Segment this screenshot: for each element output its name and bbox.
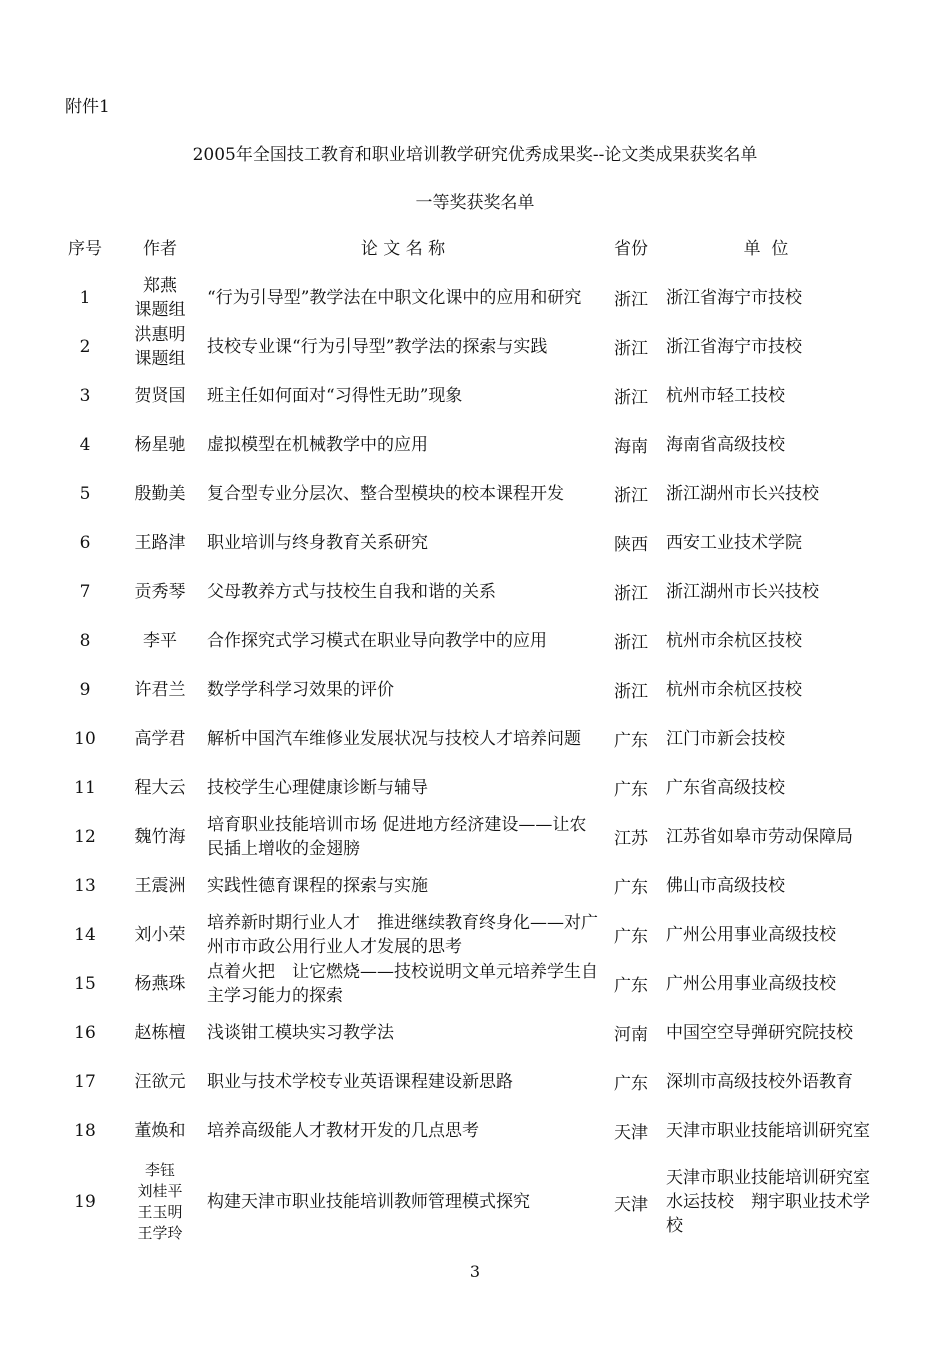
- row-unit-text: 佛山市高级技校: [666, 875, 785, 896]
- row-number-text: 2: [79, 336, 91, 357]
- row-number: [60, 959, 110, 1008]
- row-author: [120, 371, 200, 420]
- row-number: [60, 322, 110, 371]
- row-paper-title-text: 父母教养方式与技校生自我和谐的关系: [207, 581, 496, 602]
- row-author-text: 杨星驰: [134, 434, 186, 455]
- row-number-text: 9: [79, 679, 91, 700]
- row-author: [120, 763, 200, 812]
- row-number: [60, 518, 110, 567]
- document-title: 2005年全国技工教育和职业培训教学研究优秀成果奖--论文类成果获奖名单: [192, 145, 758, 165]
- row-number: [60, 273, 110, 322]
- row-paper-title-text: 浅谈钳工模块实习教学法: [207, 1022, 394, 1043]
- row-author-text: 魏竹海: [134, 826, 186, 847]
- row-province-text: 浙江: [614, 682, 648, 702]
- row-paper-title: [207, 714, 599, 763]
- row-unit: [666, 567, 886, 616]
- row-province: [607, 1057, 655, 1106]
- row-province-text: 广东: [614, 976, 648, 996]
- row-author: [120, 714, 200, 763]
- row-author: [120, 567, 200, 616]
- row-paper-title: [207, 763, 599, 812]
- row-province-text: 广东: [614, 731, 648, 751]
- table-row: [0, 959, 950, 1008]
- row-unit: [666, 1057, 886, 1106]
- row-province: [607, 959, 655, 1008]
- row-province-text: 广东: [614, 927, 648, 947]
- row-paper-title-text: 实践性德育课程的探索与实施: [207, 875, 428, 896]
- row-number: [60, 1008, 110, 1057]
- row-number-text: 4: [79, 434, 91, 455]
- row-unit-text: 广州公用事业高级技校: [666, 973, 836, 994]
- row-unit: [666, 1106, 886, 1155]
- row-unit: [666, 371, 886, 420]
- row-unit: [666, 714, 886, 763]
- row-author: [120, 1008, 200, 1057]
- row-unit: [666, 420, 886, 469]
- row-province-text: 浙江: [614, 339, 648, 359]
- row-paper-title-text: 职业培训与终身教育关系研究: [207, 532, 428, 553]
- row-author-text: 洪惠明 课题组: [134, 324, 186, 369]
- row-province-text: 海南: [614, 437, 648, 457]
- table-row: [0, 322, 950, 371]
- row-paper-title: [207, 812, 599, 861]
- row-number-text: 14: [74, 924, 96, 945]
- row-province-text: 陕西: [614, 535, 648, 555]
- row-author: [120, 1106, 200, 1155]
- row-paper-title: [207, 273, 599, 322]
- row-paper-title: [207, 1155, 599, 1249]
- row-paper-title: [207, 469, 599, 518]
- row-author-text: 贺贤国: [134, 385, 186, 406]
- row-unit: [666, 273, 886, 322]
- table-row: [0, 1106, 950, 1155]
- row-unit: [666, 1008, 886, 1057]
- row-province: [607, 910, 655, 959]
- row-author-text: 王路津: [134, 532, 186, 553]
- row-author-text: 李平: [143, 630, 177, 651]
- row-unit: [666, 518, 886, 567]
- row-unit: [666, 469, 886, 518]
- row-paper-title-text: “行为引导型”教学法在中职文化课中的应用和研究: [207, 287, 582, 308]
- row-unit: [666, 812, 886, 861]
- table-row: [0, 665, 950, 714]
- row-number: [60, 812, 110, 861]
- table-row: [0, 1008, 950, 1057]
- row-number-text: 7: [79, 581, 91, 602]
- row-unit-text: 杭州市余杭区技校: [666, 630, 802, 651]
- row-author: [120, 322, 200, 371]
- row-number: [60, 910, 110, 959]
- row-paper-title: [207, 567, 599, 616]
- row-province-text: 浙江: [614, 584, 648, 604]
- row-author-text: 程大云: [134, 777, 186, 798]
- row-number-text: 3: [79, 385, 91, 406]
- row-paper-title-text: 合作探究式学习模式在职业导向教学中的应用: [207, 630, 547, 651]
- table-row: [0, 273, 950, 322]
- row-paper-title-text: 培养新时期行业人才 推进继续教育终身化——对广州市市政公用行业人才发展的思考: [207, 912, 598, 957]
- header-province: 省份: [614, 239, 648, 259]
- row-province: [607, 273, 655, 322]
- row-number-text: 8: [79, 630, 91, 651]
- row-author-text: 董焕和: [134, 1120, 186, 1141]
- page-number: 3: [469, 1262, 481, 1281]
- row-paper-title: [207, 1008, 599, 1057]
- table-row: [0, 714, 950, 763]
- row-number: [60, 371, 110, 420]
- row-paper-title-text: 点着火把 让它燃烧——技校说明文单元培养学生自主学习能力的探索: [207, 961, 598, 1006]
- table-row: [0, 1057, 950, 1106]
- row-province: [607, 322, 655, 371]
- row-unit-text: 海南省高级技校: [666, 434, 785, 455]
- row-unit: [666, 322, 886, 371]
- row-unit-text: 天津市职业技能培训研究室 水运技校 翔宇职业技术学校: [666, 1168, 887, 1236]
- row-province-text: 浙江: [614, 388, 648, 408]
- row-paper-title: [207, 616, 599, 665]
- row-province: [607, 763, 655, 812]
- document-subtitle: 一等奖获奖名单: [415, 193, 535, 213]
- row-author-text: 高学君: [134, 728, 186, 749]
- row-paper-title-text: 培育职业技能培训市场 促进地方经济建设——让农民插上增收的金翅膀: [207, 814, 587, 859]
- row-author: [120, 1057, 200, 1106]
- attachment-label: 附件1: [65, 97, 110, 117]
- row-number: [60, 861, 110, 910]
- row-paper-title: [207, 861, 599, 910]
- row-number: [60, 1057, 110, 1106]
- row-number: [60, 616, 110, 665]
- row-unit-text: 中国空空导弹研究院技校: [666, 1022, 853, 1043]
- row-paper-title-text: 复合型专业分层次、整合型模块的校本课程开发: [207, 483, 564, 504]
- row-province: [607, 371, 655, 420]
- row-province: [607, 1008, 655, 1057]
- header-no: 序号: [68, 239, 102, 259]
- row-paper-title: [207, 910, 599, 959]
- row-number-text: 6: [79, 532, 91, 553]
- table-row: [0, 420, 950, 469]
- row-province-text: 浙江: [614, 633, 648, 653]
- row-author: [120, 616, 200, 665]
- row-paper-title: [207, 1057, 599, 1106]
- row-unit: [666, 1155, 886, 1249]
- row-unit: [666, 910, 886, 959]
- table-row: [0, 910, 950, 959]
- table-row: [0, 1155, 950, 1249]
- row-author: [120, 1155, 200, 1249]
- row-unit-text: 西安工业技术学院: [666, 532, 802, 553]
- row-author-text: 贡秀琴: [134, 581, 186, 602]
- row-number-text: 1: [79, 287, 91, 308]
- row-paper-title-text: 虚拟模型在机械教学中的应用: [207, 434, 428, 455]
- row-unit: [666, 861, 886, 910]
- row-unit: [666, 616, 886, 665]
- row-number: [60, 469, 110, 518]
- row-author-text: 郑燕 课题组: [134, 275, 186, 320]
- row-author-text: 刘小荣: [134, 924, 186, 945]
- row-author-text: 王震洲: [134, 875, 186, 896]
- row-number-text: 18: [74, 1120, 96, 1141]
- row-province-text: 广东: [614, 1074, 648, 1094]
- row-author-text: 汪欲元: [134, 1071, 186, 1092]
- row-number-text: 16: [74, 1022, 96, 1043]
- row-province: [607, 1106, 655, 1155]
- row-province-text: 天津: [614, 1194, 648, 1215]
- row-unit-text: 江苏省如皋市劳动保障局: [666, 826, 853, 847]
- row-paper-title-text: 培养高级能人才教材开发的几点思考: [207, 1120, 479, 1141]
- row-paper-title-text: 职业与技术学校专业英语课程建设新思路: [207, 1071, 513, 1092]
- row-number: [60, 1106, 110, 1155]
- row-unit-text: 浙江湖州市长兴技校: [666, 483, 819, 504]
- row-author-text: 杨燕珠: [134, 973, 186, 994]
- table-row: [0, 371, 950, 420]
- row-unit-text: 浙江省海宁市技校: [666, 287, 802, 308]
- row-author: [120, 420, 200, 469]
- table-row: [0, 812, 950, 861]
- row-unit-text: 广东省高级技校: [666, 777, 785, 798]
- row-number: [60, 567, 110, 616]
- row-number-text: 15: [74, 973, 96, 994]
- row-author: [120, 812, 200, 861]
- row-unit-text: 杭州市余杭区技校: [666, 679, 802, 700]
- row-unit-text: 天津市职业技能培训研究室: [666, 1120, 870, 1141]
- row-author: [120, 518, 200, 567]
- row-paper-title-text: 技校学生心理健康诊断与辅导: [207, 777, 428, 798]
- header-author: 作者: [143, 239, 177, 259]
- row-paper-title: [207, 420, 599, 469]
- row-paper-title-text: 构建天津市职业技能培训教师管理模式探究: [207, 1192, 530, 1212]
- row-author: [120, 469, 200, 518]
- row-number-text: 10: [74, 728, 96, 749]
- row-province: [607, 567, 655, 616]
- table-row: [0, 861, 950, 910]
- row-paper-title: [207, 959, 599, 1008]
- row-unit-text: 杭州市轻工技校: [666, 385, 785, 406]
- row-author: [120, 861, 200, 910]
- table-row: [0, 616, 950, 665]
- row-unit-text: 浙江省海宁市技校: [666, 336, 802, 357]
- row-unit-text: 深圳市高级技校外语教育: [666, 1071, 853, 1092]
- row-unit-text: 浙江湖州市长兴技校: [666, 581, 819, 602]
- row-province-text: 广东: [614, 780, 648, 800]
- row-province: [607, 665, 655, 714]
- row-author: [120, 910, 200, 959]
- header-title: 论 文 名 称: [360, 239, 446, 259]
- row-paper-title: [207, 322, 599, 371]
- row-number-text: 11: [74, 777, 96, 798]
- row-author: [120, 273, 200, 322]
- table-row: [0, 469, 950, 518]
- row-number: [60, 714, 110, 763]
- row-province-text: 天津: [614, 1123, 648, 1143]
- table-row: [0, 518, 950, 567]
- row-paper-title: [207, 371, 599, 420]
- header-unit: 单 位: [743, 239, 789, 259]
- row-number: [60, 763, 110, 812]
- row-province: [607, 469, 655, 518]
- table-row: [0, 567, 950, 616]
- row-province-text: 广东: [614, 878, 648, 898]
- row-author: [120, 665, 200, 714]
- row-number-text: 12: [74, 826, 96, 847]
- row-unit: [666, 665, 886, 714]
- row-number-text: 19: [74, 1192, 96, 1212]
- row-paper-title-text: 数学学科学习效果的评价: [207, 679, 394, 700]
- row-number: [60, 420, 110, 469]
- row-author: [120, 959, 200, 1008]
- row-province: [607, 518, 655, 567]
- row-province: [607, 714, 655, 763]
- row-province-text: 浙江: [614, 290, 648, 310]
- row-unit-text: 广州公用事业高级技校: [666, 924, 836, 945]
- row-number: [60, 665, 110, 714]
- row-paper-title: [207, 518, 599, 567]
- row-number-text: 17: [74, 1071, 96, 1092]
- row-paper-title: [207, 1106, 599, 1155]
- row-unit: [666, 959, 886, 1008]
- row-province: [607, 1155, 655, 1249]
- row-author-text: 赵栋檀: [134, 1022, 186, 1043]
- row-author-text: 许君兰: [134, 679, 186, 700]
- row-province-text: 江苏: [614, 829, 648, 849]
- row-province: [607, 812, 655, 861]
- row-paper-title-text: 班主任如何面对“习得性无助”现象: [207, 385, 463, 406]
- row-number: [60, 1155, 110, 1249]
- row-province: [607, 616, 655, 665]
- row-province-text: 河南: [614, 1025, 648, 1045]
- row-province-text: 浙江: [614, 486, 648, 506]
- row-paper-title-text: 技校专业课“行为引导型”教学法的探索与实践: [207, 336, 548, 357]
- row-province: [607, 861, 655, 910]
- row-unit-text: 江门市新会技校: [666, 728, 785, 749]
- row-number-text: 5: [79, 483, 91, 504]
- row-author-text: 殷勤美: [134, 483, 186, 504]
- table-row: [0, 763, 950, 812]
- row-paper-title-text: 解析中国汽车维修业发展状况与技校人才培养问题: [207, 728, 581, 749]
- row-author-text: 李钰 刘桂平 王玉明 王学玲: [137, 1161, 183, 1242]
- row-paper-title: [207, 665, 599, 714]
- row-province: [607, 420, 655, 469]
- row-number-text: 13: [74, 875, 96, 896]
- row-unit: [666, 763, 886, 812]
